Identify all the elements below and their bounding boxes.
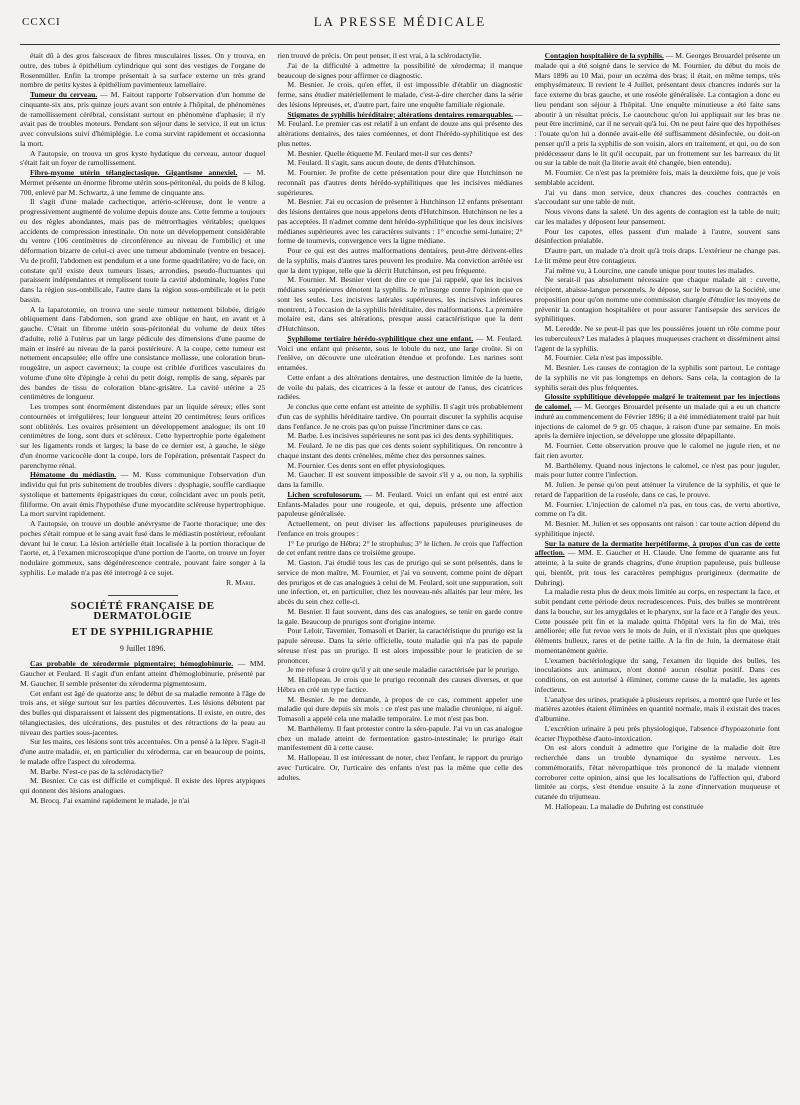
paragraph: Je conclus que cette enfant est atteinte de syphilis. Il s'agit très probablement d'un cas de syphilis héréditaire tardive. On pourrait discuter la syphilis acquise dans l'enfance. Je ne crois pas qu'on puisse l'incriminer dans ce cas.	[277, 402, 523, 431]
article-heading: Sur la nature de la dermatite herpétiforme, à propos d'un cas de cette affection.	[534, 538, 780, 558]
paragraph: M. Fournier. Ces dents sont en effet physiologiques.	[287, 460, 446, 470]
article-text: — M. Feulard. Voici une enfant qui présente, sous le lobule du nez, une large croûte. Si on l'enlève, on découvre une ulcération étendue et profonde. Les narines sont entamées.	[277, 333, 523, 372]
article-heading: Cas probable de xérodermie pigmentaire; hémoglobinurie.	[30, 659, 234, 669]
section-subtitle: ET DE SYPHILIGRAPHIE	[71, 625, 214, 638]
paragraph: M. Gaucher. Il est souvent impossible de savoir s'il y a, ou non, la syphilis dans la famille.	[277, 470, 523, 489]
article-heading: Hématome du médiastin.	[30, 470, 117, 480]
article-hematome	[20, 470, 265, 519]
article-heading: Glossite syphilitique développée malgré le traitement par les injections de calomel.	[534, 392, 780, 411]
column-3	[535, 51, 780, 1101]
paragraph: On est alors conduit à admettre que l'origine de la maladie doit être recherchée dans un trouble dynamique du système nerveux. Les commémoratifs, l'état névropathique très prononcé de la malade viennent corroborer cette opinion, ainsi que les localisations de l'affection qui, d'abord limitée au corps, s'est étendue ensuite à la zone d'innervation muqueuse et cutanée du trijumeau.	[534, 743, 780, 801]
paragraph: rien trouvé de précis. On peut penser, il est vrai, à la sclérodactylie.	[277, 51, 482, 60]
article-dermatite	[535, 539, 780, 588]
paragraph: M. Feulard. Il s'agit, sans aucun doute, de dents d'Hutchinson.	[287, 158, 476, 168]
article-lichen	[277, 490, 522, 519]
article-heading: Stigmates de syphilis héréditaire; altérations dentaires remarquables.	[287, 109, 513, 119]
article-contagion	[535, 51, 780, 168]
paragraph: M. Fournier. Cela n'est pas impossible.	[544, 353, 663, 363]
article-heading: Contagion hospitalière de la syphilis.	[544, 51, 664, 60]
paragraph: M. Hallopeau. Je crois que le prurigo reconnaît des causes diverses, et que Hébra en créé un type factice.	[277, 675, 523, 694]
paragraph: M. Besnier. Il faut souvent, dans des cas analogues, se tenir en garde contre la gale. Beaucoup de prurigos sont d'origine interne.	[277, 606, 523, 626]
paragraph: M. Hallopeau. Il est intéressant de noter, chez l'enfant, le rapport du prurigo avec l'urticaire. Or, l'urticaire des enfants n'est pas la même que celle des adultes.	[277, 753, 523, 782]
article-text: — MM. E. Gaucher et H. Claude. Une femme de quarante ans fut atteinte, à la suite de grands chagrins, d'une éruption papuleuse, puis bulleuse qui, bientôt, prit tous les caractères pemphigus prurigineux (dermatite de Duhring).	[534, 548, 780, 587]
paragraph: M. Feulard. Je ne dis pas que ces dents soient syphilitiques. On rencontre à chaque instant des dents crénelées, même chez des personnes saines.	[277, 441, 523, 460]
paragraph: J'ai vu dans mon service, deux chancres des couches contractés en s'accoudant sur une table de nuit.	[534, 187, 780, 207]
paragraph: A l'autopsie, on trouva un gros kyste hydatique du cerveau, autour duquel s'était fait un foyer de ramollissement.	[20, 148, 266, 168]
paragraph: M. Hallopeau. La maladie de Duhring est constituée	[544, 801, 704, 811]
article-heading: Lichen scrofulosorum.	[287, 489, 362, 499]
article-text: — M. Kuss communique l'observation d'un individu qui fut pris subitement de troubles divers : dysphagie, souffle cardiaque systolique et battements épigastriques du cœur, coïncidant avec un pouls petit, filiforme. On avait émis l'hypothèse d'une myocardite scléreuse hypertrophique. La mort survint rapidement.	[20, 470, 266, 519]
paragraph: A la laparotomie, on trouva une seule tumeur nettement bilobée, dirigée obliquement dans l'abdomen, son grand axe oblique en haut, en avant et à gauche. C'était un fibrome utérin sous-péritonéal du volume de deux têtes d'adulte, relié à l'utérus par un large pédicule des dimensions d'une paume de main et inséré au niveau de la paroi postérieure. A la coupe, cette tumeur est nettement encapsulée; elle offre une consistance mollasse, une coloration brun-rougeâtre, un aspect caverneux; la coupe est criblée d'orifices vasculaires du volume d'une tête d'épingle à celui du petit doigt, remplis de sang, séparés par des bandes de tissu de coloration blanc-grisâtre. La cavité utérine a 25 centimètres de longueur.	[20, 304, 266, 402]
article-text: — M. Feulard. Le premier cas est relatif à un enfant de douze ans qui présente des altérations dentaires, des taies cornéennes, et dont l'hérédo-syphilitique est des plus nettes.	[277, 109, 523, 148]
column-1	[20, 51, 265, 1101]
page-number: CCXCI	[22, 16, 61, 28]
paragraph: Sur les mains, ces lésions sont très accentuées. On a pensé à la lèpre. S'agit-il d'une autre maladie, et, en particulier du xéroderma, car en beaucoup de points, le malade offre l'aspect du xéroderma.	[20, 737, 266, 766]
paragraph: Il s'agit d'une malade cachectique, artério-scléreuse, dont le ventre a progressivement augmenté de volume depuis douze ans. Cette femme a toujours eu des règles abondantes, mais pas de métrorrhagies véritables; quelques accidents de compression intestinale. On note un développement considérable du ventre (106 centimètres de circonférence au niveau de l'ombilic) et une déformation bizarre de celui-ci avec une tumeur abdominale (ventre en besace). Vu de profil, l'abdomen est pendulum et a une forme quadrilatère; vu de face, on constate qu'il existe deux tumeurs lisses, arrondies, pseudo-fluctuantes qui paraissent indépendantes et remplissent toute la cavité abdominale, logées l'une dans la région sus-ombilicale, l'autre dans la région sous-ombilicale et le petit bassin.	[20, 197, 266, 304]
section-title: SOCIÉTÉ FRANÇAISE DE DERMATOLOGIE	[70, 600, 215, 622]
article-text: — MM. Gaucher et Feulard. Il s'agit d'un enfant atteint d'hémoglobinurie, présenté par M. Gaucher. Il semble présenter du xéroderma pigmentosum.	[20, 659, 266, 688]
paragraph: était dû à des gros faisceaux de fibres musculaires lisses. On y trouva, en outre, des tubes à épithélium cylindrique qui sont des vestiges de l'organe de Rosenmüller. Enfin la trompe présentait à sa surface externe un très grand nombre de petits kystes à épithélium pavimenteux lamellaire.	[20, 51, 266, 90]
article-syphilome	[277, 334, 522, 373]
article-text: — M. Feulard. Voici un enfant qui est entré aux Enfants-Malades pour une rougeole, et qui, depuis, présente une affection papuleuse généralisée.	[277, 489, 523, 519]
paragraph: La maladie resta plus de deux mois limitée au corps, en respectant la face, et subit pendant cette période deux recrudescences. Puis, des bulles se montrèrent dans la bouche, sur les amygdales et le pharynx, sur la face et à l'angle des yeux. Cette poussée prit fin et la malade quitta l'hôpital vers la fin de Mai, très améliorée; elle fut revue vers le mois de Juin, et il n'existait plus que quelques éléments bulleux, rares et de petite taille. A la fin de Juin, la dermatose était momentanément guérie.	[534, 587, 780, 655]
paragraph: M. Fournier. Ce n'est pas la première fois, mais la deuxième fois, que je vois semblable accident.	[534, 168, 780, 187]
article-fibro-myome	[20, 168, 265, 197]
paragraph: M. Gaston. J'ai étudié tous les cas de prurigo qui se sont présentés, dans le service de mon maître, M. Fournier, et j'ai vu souvent, comme point de départ des prurigos et de cas analogues à celui de M. Feulard, soit une suppuration, soit une infection, et, en particulier, chez les nouveau-nés allaités par leur mère, les abcès du sein chez celle-ci.	[277, 558, 523, 606]
article-heading: Syphilome tertiaire hérédo-syphilitique chez une enfant.	[287, 333, 474, 343]
article-xerodermie	[20, 659, 265, 688]
article-text: — M. Mermet présente un énorme fibrome utérin sous-péritonéal, du poids de 8 kilog. 700, enlevé par M. Schwartz, à une femme de cinquante ans.	[20, 168, 266, 197]
article-tumeur-cerveau	[20, 90, 265, 149]
paragraph: Pour les capotes, elles passent d'un malade à l'autre, souvent sans désinfection préalable.	[534, 226, 780, 246]
paragraph: M. Besnier. Je me demande, à propos de ce cas, comment appeler une maladie qui dure depuis six mois : ce n'est pas une maladie chronique, ni aiguë. Tomasoli a appelé cela une maladie temporaire. Le mot n'est pas bon.	[277, 694, 523, 723]
article-glossite	[535, 392, 780, 441]
paragraph: D'autre part, un malade n'a droit qu'à trois draps. L'extérieur ne change pas. Le lit même peut être contagieux.	[534, 246, 780, 265]
paragraph: M. Besnier. Quelle étiquette M. Feulard met-il sur ces dents?	[287, 148, 473, 158]
paragraph: M. Besnier. J'ai eu occasion de présenter à Hutchinson 12 enfants présentant des lésions dentaires que nous appelons dents d'Hutchinson. Hutchinson ne les a pas acceptées. Il n'admet comme dent hérédo-syphilitique que les deux incisives médianes supérieures avec les caractères suivants : 1° encoche semi-lunaire; 2° forme de tournevis, convergence vers la ligne médiane.	[277, 197, 523, 246]
paragraph: L'analyse des urines, pratiquée à plusieurs reprises, a montré que l'urée et les matières azotées étaient éliminées en quantité normale, mais il existait des traces d'albumine.	[534, 694, 780, 723]
paragraph: L'examen bactériologique du sang, l'examen du liquide des bulles, les inoculations aux animaux, n'ont donné aucun résultat positif. Dans ces conditions, on est autorisé à éliminer, comme cause de la maladie, les agents infectieux.	[534, 655, 780, 694]
paragraph: M. Fournier. L'injection de calomel n'a pas, en tous cas, de vertu abortive, comme on l'a dit.	[534, 499, 780, 519]
paragraph: M. Besnier. Les causes de contagion de la syphilis sont partout. Le contage de la syphilis ne vit pas longtemps en dehors. Sans cela, la contagion de la syphilis serait des plus fréquentes.	[534, 363, 780, 392]
paragraph: J'ai même vu, à Lourcine, une canule unique pour toutes les malades.	[544, 265, 755, 275]
article-heading: Tumeur du cerveau.	[30, 90, 98, 99]
article-heading: Fibro-myome utérin télangiectasique. Gigantisme annexiel.	[30, 168, 238, 177]
paragraph: M. Leredde. Ne se peut-il pas que les poussières jouent un rôle comme pour les tuberculeux? Les malades à plaques muqueuses crachent et disséminent ainsi l'agent de la syphilis.	[534, 324, 780, 353]
paragraph: Les trompes sont énormément distendues par un liquide séreux; elles sont contournées et irrégulières; leur longueur atteint 20 centimètres; leurs orifices sont oblitérés. Les ovaires présentent un développement analogue; ils ont 10 centimètres de long, sont durs et scléreux. Cette hypertrophie porte également sur les ligaments ronds et larges; la base de ce dernier est, à gauche, le siège d'un énorme varicocèle dont la coupe, lors de l'opération, présentait l'aspect du parenchyme rénal.	[20, 402, 266, 470]
paragraph: L'excrétion urinaire à peu près physiologique, l'absence d'hypoazoturie font écarter l'hypothèse d'auto-intoxication.	[534, 723, 780, 743]
signature: R. Marie.	[226, 577, 256, 587]
page-header	[20, 0, 780, 45]
paragraph: M. Julien. Je pense qu'on peut atténuer la virulence de la syphilis, et que le retard de l'apparition de la roséole, dans ce cas, le prouve.	[534, 480, 780, 499]
paragraph: M. Brocq. J'ai examiné rapidement le malade, je n'ai	[30, 795, 190, 805]
article-text: — M. Georges Brouardel présente un malade qui a eu un chancre induré au commencement de Février 1896; il a été immédiatement traité par huit injections de calomel de 9 gr. 05 chaque, à raison d'une par semaine. En mois après la dernière injection, se développe une glossite dépapillante.	[534, 402, 780, 441]
paragraph: A l'autopsie, on trouve un double anévrysme de l'aorte thoracique; une des poches s'était rompue et le sang avait fusé dans le médiastin postérieur, refoulant devant lui le cœur. La lésion artérielle était localisée à la portion thoracique de l'aorte, et, à l'examen microscopique d'une portion de l'aorte, on trouve un foyer nodulaire gommeux, sans dégénérescence centrale, pouvant faire songer à la syphilis. Le malade n'a pas été interrogé à ce sujet.	[20, 519, 266, 577]
paragraph: M. Barbe. N'est-ce pas de la sclérodactylie?	[30, 766, 163, 776]
article-stigmates	[277, 110, 522, 149]
paragraph: M. Besnier. Ce cas est difficile et compliqué. Il existe des lèpres atypiques qui donnent des lésions analogues.	[20, 776, 266, 795]
paragraph: Nous vivons dans la saleté. Un des agents de contagion est la table de nuit; car les malades y déposent leur pansement.	[534, 207, 780, 226]
paragraph: M. Barthélemy. Quand nous injectons le calomel, ce n'est pas pour juguler, mais pour lutter contre l'infection.	[534, 460, 780, 480]
divider	[108, 595, 178, 596]
paragraph: M. Besnier. M. Julien et ses opposants ont raison : car toute action dépend du syphilitique injecté.	[534, 519, 780, 538]
article-text: — M. Faitout rapporte l'observation d'un homme de cinquante-six ans, pris quinze jours avant son entrée à l'hôpital, de phénomènes de ramollissement cérébral, consistant surtout en phénomène d'aphasie; il n'y avait pas de troubles moteurs. Pendant son séjour dans le service, il eut un ictus avec convulsions suivi d'hémiplégie. Le coma survint rapidement et occasionna la mort.	[20, 90, 266, 148]
paragraph: M. Barthélemy. Il faut protester contre la séro-papule. J'ai vu un cas analogue chez un malade atteint de fermentation gastro-intestinale; le prurigo était manifestement dû à cette cause.	[277, 723, 523, 753]
paragraph: Cette enfant a des altérations dentaires, une destruction limitée de la luette, de voile du palais, des cicatrices à la fesse et autour de l'anus, des cicatrices radiées.	[277, 372, 523, 402]
paragraph: Pour Leloir, Tavernier, Tomasoli et Darier, la caractéristique du prurigo est la papule séreuse. Dans la série officielle, toute maladie qui n'a pas de papule séreuse n'est pas un prurigo. Il est alors impossible pour le praticien de se prononcer.	[277, 626, 523, 665]
article-text: — M. Georges Brouardel présente un malade qui a été soigné dans le service de M. Fournier, du début du mois de Mars 1896 au 10 Mai, pour un eczéma des bras; il était, en même temps, très emphysémateux. Il revient le 4 Juillet, présentant deux chancres indurés sur la face externe du bras gauche, et une roséole généralisée. La contagion a donc eu lieu pendant son séjour à l'hôpital. Une enquête minutieuse a été faite sans aboutir à un résultat précis. Le caoutchouc qu'on lui appliquait sur les bras ne peut être incriminé, car il ne servait qu'à lui. On ne peut faire que des hypothèses : l'ouate qu'on lui a donnée avait-elle été suffisamment désinfectée, ou doit-on penser qu'il a pris la syphilis de son voisin, alors en traitement, et qui, ou de son prédécesseur dans le lit qu'il occupait, par un frottement sur les barreaux du lit ou sur la table de nuit (la literie avait été changée, bien entendu).	[534, 51, 780, 168]
paragraph: Ne serait-il pas absolument nécessaire que chaque malade ait : cuvette, récipient, abaisse-langue personnels. Je dépose, sur le bureau de la Société, une proposition pour qu'on nomme une commission chargée d'étudier les moyens de prévenir la contagion hospitalière et pour assurer l'antisepsie des services de syphilitiques.	[534, 275, 780, 324]
paragraph: Je me refuse à croire qu'il y ait une seule maladie caractérisée par le prurigo.	[287, 665, 520, 675]
paragraph: 1° Le prurigo de Hébra; 2° le strophulus; 3° le lichen. Je crois que l'affection de cet enfant rentre dans ce troisième groupe.	[277, 538, 523, 558]
paragraph: M. Barbe. Les incisives supérieures ne sont pas ici des dents syphilitiques.	[287, 431, 514, 441]
paragraph: M. Fournier. M. Besnier vient de dire ce que j'ai rappelé, que les incisives médianes supérieures dénotent la syphilis. Je m'insurge contre l'opinion que ce sont les seules. Les incisives latérales supérieures, les incisives inférieures montrent, à l'occasion de la syphilis héréditaire, des malformations. La première molaire est, dans ses altérations, presque aussi caractéristique que la dent d'Hutchinson.	[277, 275, 523, 333]
column-2	[277, 51, 522, 1101]
paragraph: Actuellement, on peut diviser les affections papuleuses prurigineuses de l'enfance en trois groupes :	[277, 519, 523, 538]
paragraph: Pour ce qui est des autres malformations dentaires, peut-être dérivent-elles de la syphilis, mais d'autres tares peuvent les produire. Ma conviction arrêtée est que la dent typique, telle que la décrit Hutchinson, est peu fréquente.	[277, 246, 523, 275]
paragraph: M. Besnier. Je crois, qu'en effet, il est impossible d'établir un diagnostic ferme, sans étudier matériellement le malade, c'est-à-dire chercher dans la série des lésions lépreuses, et, d'autre part, faire une enquête familiale régionale.	[277, 80, 523, 109]
journal-title: LA PRESSE MÉDICALE	[313, 14, 487, 29]
session-date: 9 Juillet 1896.	[119, 643, 166, 653]
paragraph: M. Fournier. Cette observation prouve que le calomel ne jugule rien, et ne fait rien avorter.	[534, 441, 780, 460]
paragraph: Cet enfant est âgé de quatorze ans; le début de sa maladie remonte à l'âge de trois ans, et siège surtout sur les parties découvertes. Les lésions débutent par des bulles qui disparaissent et laissent des pigmentations. Il existe, en outre, des télangiectasies, des ulcérations, des pustules et des rétractions de la peau au niveau des parties sous-jacentes.	[20, 688, 266, 737]
paragraph: J'ai de la difficulté à admettre la possibilité de xéroderma; il manque beaucoup de signes pour affirmer ce diagnostic.	[277, 60, 523, 80]
text-columns	[20, 45, 780, 1101]
paragraph: M. Fournier. Je profite de cette présentation pour dire que Hutchinson ne reconnaît pas d'autres dents hérédo-syphilitiques que les incisives médianes supérieures.	[277, 168, 523, 197]
